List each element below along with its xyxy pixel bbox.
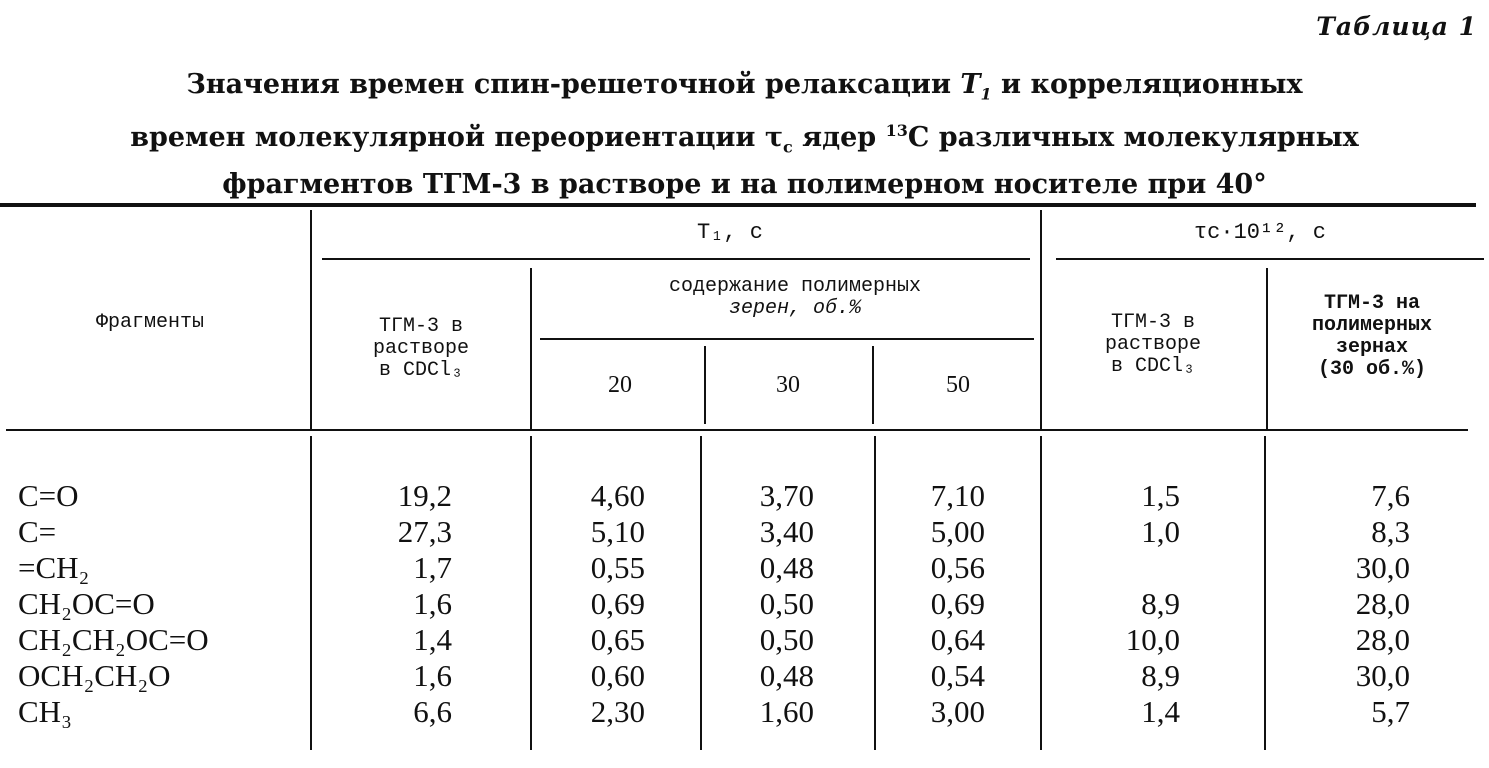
cell-content-50: 0,56: [930, 550, 985, 585]
cell-tau-solution: 8,9: [1141, 658, 1180, 693]
column-divider: [1040, 210, 1042, 429]
cell-fragment: OCH₂CH₂O: [18, 658, 171, 693]
cell-t1-solution: 1,6: [413, 586, 452, 621]
cell-content-30: 0,50: [759, 586, 814, 621]
cell-t1-solution: 1,7: [413, 550, 452, 585]
header-t1-solution: [318, 316, 524, 382]
caption-line-1-a: Значения времен спин-решеточной релаксации: [186, 69, 951, 100]
header-tau-polymer-line-1: ТГМ-3 на: [1323, 292, 1420, 315]
cell-fragment: CH₃: [18, 694, 72, 729]
cell-tau-polymer: 28,0: [1355, 586, 1410, 621]
table-top-rule: [0, 203, 1476, 207]
caption-line-1-b: и корреляционных: [1001, 69, 1303, 100]
cell-content-30: 0,48: [759, 550, 814, 585]
caption-t1-symbol: $T_1$: [960, 69, 992, 104]
column-divider: [1266, 268, 1268, 429]
cell-content-20: 5,10: [590, 514, 645, 549]
content-group-rule: [540, 338, 1034, 340]
cell-content-50: 7,10: [930, 478, 985, 513]
cell-t1-solution: 27,3: [397, 514, 452, 549]
caption-line-2-c: C различных молекулярных: [907, 122, 1359, 154]
cell-t1-solution: 6,6: [413, 694, 452, 729]
column-divider: [310, 210, 312, 429]
cell-content-20: 0,69: [590, 586, 645, 621]
header-tau-polymer-line-3: зернах: [1335, 336, 1408, 359]
cell-content-50: 3,00: [930, 694, 985, 729]
cell-t1-solution: 1,6: [413, 658, 452, 693]
cell-content-30: 3,70: [759, 478, 814, 513]
cell-content-30: 3,40: [759, 514, 814, 549]
header-content-line-1: содержание полимерных: [668, 275, 922, 298]
cell-content-50: 5,00: [930, 514, 985, 549]
caption-line-3: фрагментов ТГМ-3 в растворе и на полимерном носителе при 40°: [222, 168, 1267, 200]
cell-content-50: 0,54: [930, 658, 985, 693]
cell-tau-solution: 1,4: [1141, 694, 1180, 729]
cell-fragment: C=: [18, 514, 57, 549]
caption-isotope: 13: [885, 121, 908, 141]
cell-content-20: 2,30: [590, 694, 645, 729]
cell-t1-solution: 1,4: [413, 622, 452, 657]
header-t1-solution-line-1: ТГМ-3 в: [378, 315, 463, 338]
caption-line-2-a: времен молекулярной переориентации τ: [130, 122, 784, 154]
column-divider: [872, 346, 874, 424]
table-label: Таблица 1: [1316, 12, 1477, 41]
header-tau-solution-line-3: в CDCl₃: [1110, 355, 1195, 378]
header-fragments: Фрагменты: [95, 311, 205, 334]
cell-fragment: CH₂CH₂OC=O: [18, 622, 209, 657]
cell-tau-solution: 8,9: [1141, 586, 1180, 621]
header-tau-solution: [1046, 312, 1260, 378]
header-t1-solution-line-2: растворе: [372, 337, 469, 360]
column-divider: [530, 268, 532, 429]
cell-content-30: 1,60: [759, 694, 814, 729]
cell-tau-polymer: 8,3: [1371, 514, 1410, 549]
cell-t1-solution: 19,2: [397, 478, 452, 513]
cell-fragment: C=O: [18, 478, 79, 513]
caption-line-1: [0, 66, 1489, 112]
t1-group-rule: [322, 258, 1030, 260]
cell-tau-solution: 1,0: [1141, 514, 1180, 549]
cell-content-20: 0,55: [590, 550, 645, 585]
cell-fragment: CH₂OC=O: [18, 586, 155, 621]
cell-tau-polymer: 30,0: [1355, 658, 1410, 693]
cell-tau-solution: 10,0: [1125, 622, 1180, 657]
cell-fragment: =CH₂: [18, 550, 90, 585]
header-t1-group: T₁, c: [696, 220, 763, 245]
table-caption: [0, 66, 1489, 203]
column-divider: [704, 346, 706, 424]
cell-content-50: 0,64: [930, 622, 985, 657]
cell-tau-polymer: 30,0: [1355, 550, 1410, 585]
cell-tau-solution: 1,5: [1141, 478, 1180, 513]
caption-line-2-b: ядер: [802, 122, 877, 154]
header-bottom-rule: [6, 429, 1468, 431]
header-content-line-2: зерен, об.%: [728, 297, 862, 320]
header-content-20: 20: [608, 372, 632, 398]
header-t1-solution-line-3: в CDCl₃: [378, 359, 463, 382]
cell-content-30: 0,48: [759, 658, 814, 693]
header-tau-solution-line-1: ТГМ-3 в: [1110, 311, 1195, 334]
cell-content-20: 0,60: [590, 658, 645, 693]
column-divider: [1264, 436, 1266, 750]
cell-tau-polymer: 28,0: [1355, 622, 1410, 657]
caption-tau-subscript: c: [783, 137, 793, 157]
header-polymer-content: [560, 276, 1030, 320]
tau-group-rule: [1056, 258, 1484, 260]
cell-content-20: 4,60: [590, 478, 645, 513]
header-tau-polymer-line-4: (30 об.%): [1317, 358, 1427, 381]
cell-tau-polymer: 7,6: [1371, 478, 1410, 513]
caption-line-2: [0, 112, 1489, 165]
header-tau-polymer: [1272, 293, 1472, 381]
header-tau-group: τᴄ·10¹², c: [1193, 220, 1327, 245]
cell-content-20: 0,65: [590, 622, 645, 657]
header-content-50: 50: [946, 372, 970, 398]
cell-tau-polymer: 5,7: [1371, 694, 1410, 729]
cell-content-50: 0,69: [930, 586, 985, 621]
header-tau-solution-line-2: растворе: [1104, 333, 1201, 356]
cell-content-30: 0,50: [759, 622, 814, 657]
header-tau-polymer-line-2: полимерных: [1311, 314, 1433, 337]
header-content-30: 30: [776, 372, 800, 398]
